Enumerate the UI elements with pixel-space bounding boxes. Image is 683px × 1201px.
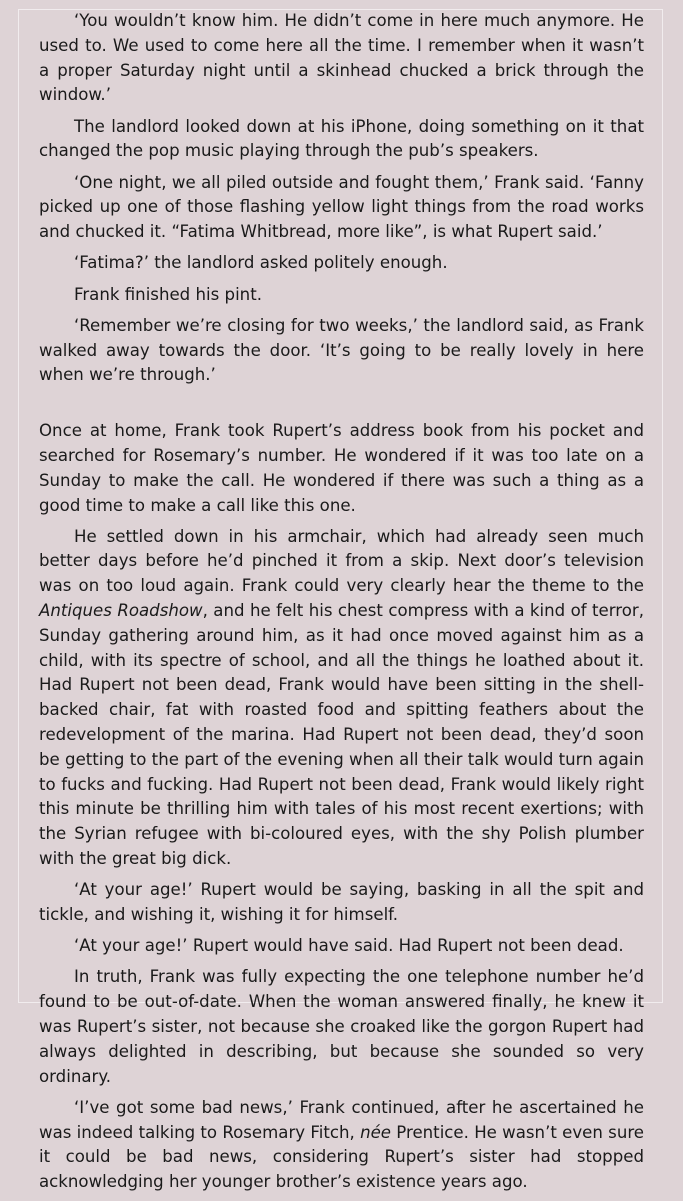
paragraph: ‘Fatima?’ the landlord asked politely enough.	[74, 253, 448, 273]
paragraph: ‘One night, we all piled outside and fought them,’ Frank said. ‘Fanny picked up one of those flashing yellow light things from the road works and chucked it. “Fatima Whitbread, more like”, is what Rupert said.’	[39, 172, 644, 242]
paragraph	[39, 525, 644, 872]
paragraph: ‘Remember we’re closing for two weeks,’ the landlord said, as Frank walked away towards the door. ‘It’s going to be really lovely in here when we’re through.’	[39, 315, 644, 385]
document-body	[39, 9, 644, 1201]
paragraph: ‘At your age!’ Rupert would have said. Had Rupert not been dead.	[74, 936, 624, 956]
paragraph: Frank finished his pint.	[74, 284, 262, 304]
text-run: ‘I’ve got some bad news,’ Frank continued, after he ascertained he was indeed talking to Rosemary Fitch,	[39, 1097, 644, 1142]
italic-title: Antiques Roadshow	[39, 601, 203, 621]
italic-word: née	[360, 1122, 391, 1142]
text-run: , and he felt his chest compress with a kind of terror, Sunday gathering around him, as it had once moved against him as a child, with its spectre of school, and all the things he loathed about it. Had Rupert not been dead, Frank would have been sitting in the shell-backed chair, fat with roasted food and spitting feathers about the redevelopment of the marina. Had Rupert not been dead, they’d soon be getting to the part of the evening when all their talk would turn again to fucks and fucking. Had Rupert not been dead, Frank would likely right this minute be thrilling him with tales of his most recent exertions; with the Syrian refugee with bi-coloured eyes, with the shy Polish plumber with the great big dick.	[39, 601, 644, 869]
text-run: Prentice. He wasn’t even sure it could be bad news, considering Rupert’s sister had stopped acknowledging her younger brother’s existence years ago.	[39, 1122, 644, 1192]
section-first-paragraph: Once at home, Frank took Rupert’s address book from his pocket and searched for Rosemary’s number. He wondered if it was too late on a Sunday to make the call. He wondered if there was such a thing as a good time to make a call like this one.	[39, 421, 644, 515]
text-run: He settled down in his armchair, which had already seen much better days before he’d pinched it from a skip. Next door’s television was on too loud again. Frank could very clearly hear the theme to the	[39, 526, 644, 596]
paragraph: ‘You wouldn’t know him. He didn’t come in here much anymore. He used to. We used to come here all the time. I remember when it wasn’t a proper Saturday night until a skinhead chucked a brick through the window.’	[39, 11, 644, 105]
paragraph: The landlord looked down at his iPhone, doing something on it that changed the pop music playing through the pub’s speakers.	[39, 116, 644, 161]
paragraph: In truth, Frank was fully expecting the one telephone number he’d found to be out-of-date. When the woman answered finally, he knew it was Rupert’s sister, not because she croaked like the gorgon Rupert had always delighted in describing, but because she sounded so very ordinary.	[39, 967, 644, 1086]
paragraph: ‘At your age!’ Rupert would be saying, basking in all the spit and tickle, and wishing it, wishing it for himself.	[39, 880, 644, 925]
paragraph	[39, 1096, 644, 1195]
